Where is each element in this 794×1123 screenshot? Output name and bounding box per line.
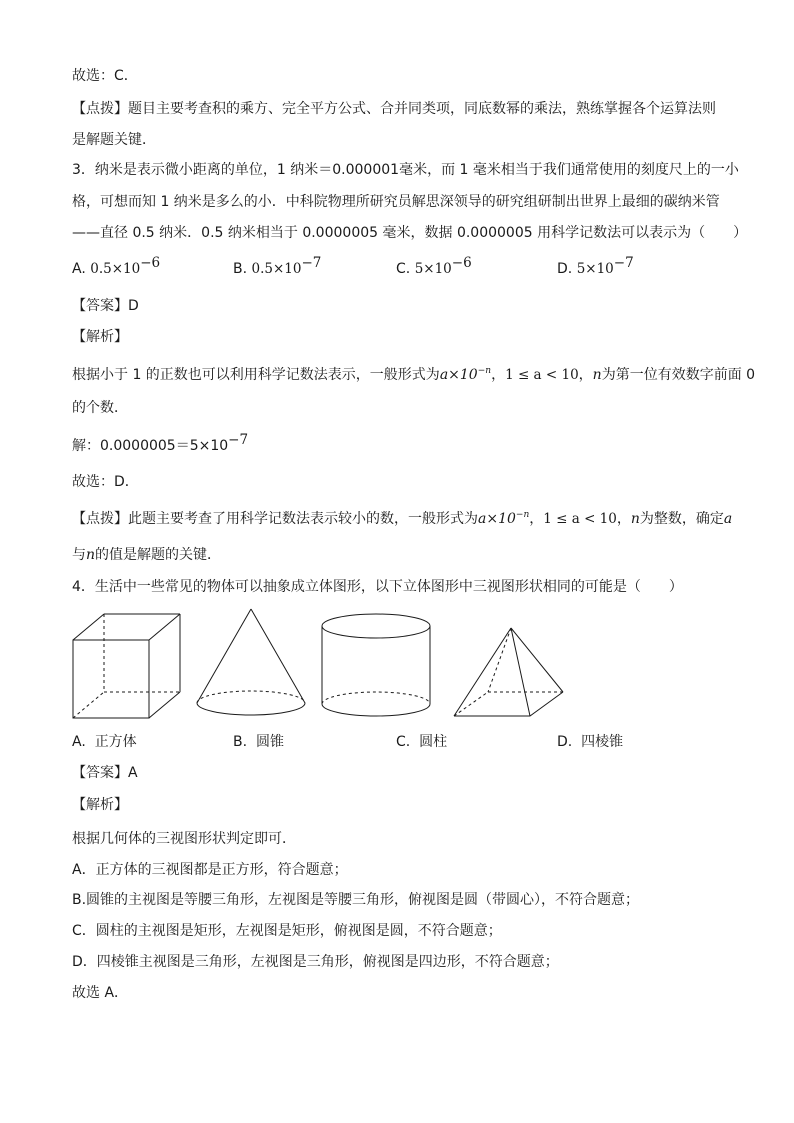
explanation-line: D．四棱锥主视图是三角形，左视图是三角形，俯视图是四边形，不符合题意；	[72, 954, 559, 970]
explanation-line: 的个数．	[72, 400, 128, 416]
note-line: 【点拨】题目主要考查积的乘方、完全平方公式、合并同类项，同底数幂的乘法，熟练掌握各个运算法则	[72, 101, 716, 117]
option-a: A. 正方体	[72, 734, 137, 750]
answer-line: 故选 A．	[72, 985, 129, 1001]
explanation-line: A．正方体的三视图都是正方形，符合题意；	[72, 862, 348, 878]
cylinder-figure	[318, 610, 434, 722]
analysis-label: 【解析】	[72, 329, 128, 345]
answer-label: 【答案】D	[72, 298, 139, 314]
option-c: C. $5\times 10^{-6}$	[396, 255, 472, 277]
option-d: D. $5\times 10^{-7}$	[557, 255, 634, 277]
question-3-text: ——直径 0.5 纳米．0.5 纳米相当于 0.0000005 毫米，数据 0.0000005 用科学记数法可以表示为（ ）	[72, 225, 748, 241]
question-3-text: 3．纳米是表示微小距离的单位，1 纳米＝0.000001毫米，而 1 毫米相当于我们通常使用的刻度尺上的一小	[72, 162, 739, 178]
analysis-label: 【解析】	[72, 797, 128, 813]
solution-line: 解：$0.0000005=5\times 10^{-7}$	[72, 432, 249, 454]
option-b: B. 圆锥	[233, 734, 284, 750]
note-line: 【点拨】此题主要考查了用科学记数法表示较小的数，一般形式为$a\times 10^{-n}$，1 ≤ a < 10，n为整数，确定a	[72, 510, 733, 527]
cone-figure	[193, 605, 309, 721]
cube-figure	[70, 610, 185, 722]
question-3-text: 格，可想而知 1 纳米是多么的小．中科院物理所研究员解思深领导的研究组研制出世界上最细的碳纳米管	[72, 194, 720, 210]
note-line: 与n的值是解题的关键．	[72, 547, 222, 563]
pyramid-figure	[450, 624, 568, 720]
explanation-line: C．圆柱的主视图是矩形，左视图是矩形，俯视图是圆，不符合题意；	[72, 923, 502, 939]
option-b: B. $0.5\times 10^{-7}$	[233, 255, 322, 277]
option-d: D. 四棱锥	[557, 734, 624, 750]
answer-line: 故选：D．	[72, 474, 139, 490]
explanation-line: 根据几何体的三视图形状判定即可．	[72, 831, 296, 847]
explanation-line: 根据小于 1 的正数也可以利用科学记数法表示，一般形式为$a\times 10^{-n}$，1 ≤ a < 10，n为第一位有效数字前面 0	[72, 366, 756, 383]
option-a: A. $0.5\times 10^{-6}$	[72, 255, 161, 277]
option-c: C. 圆柱	[396, 734, 448, 750]
answer-label: 【答案】A	[72, 765, 138, 781]
note-line: 是解题关键．	[72, 132, 156, 148]
question-4-text: 4．生活中一些常见的物体可以抽象成立体图形，以下立体图形中三视图形状相同的可能是（ ）	[72, 579, 683, 595]
explanation-line: B.圆锥的主视图是等腰三角形，左视图是等腰三角形，俯视图是圆（带圆心），不符合题意；	[72, 892, 640, 908]
answer-line: 故选：C．	[72, 68, 138, 84]
